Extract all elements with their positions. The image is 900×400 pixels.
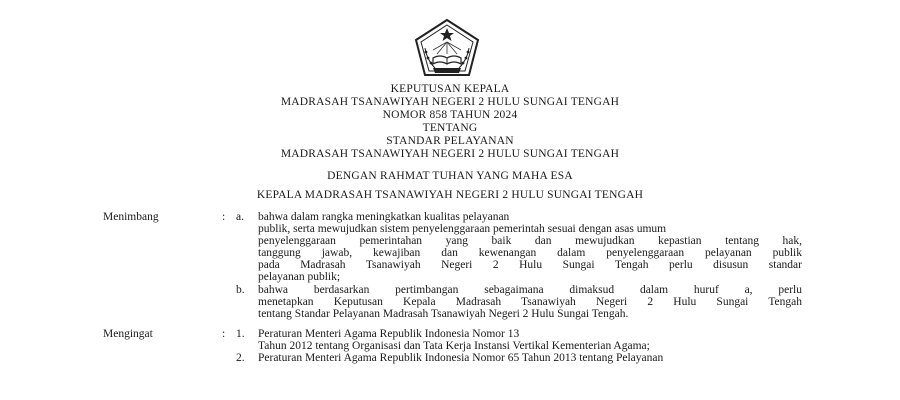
legal-basis-2-marker: 2.	[236, 352, 245, 364]
consideration-b-line-2: menetapkan Keputusan Kepala Madrasah Tsanawiyah Negeri 2 Hulu Sungai Tengah	[258, 296, 802, 308]
consideration-b-line-1: bahwa berdasarkan pertimbangan sebagaimana dimaksud dalam huruf a, perlu	[258, 284, 802, 296]
legal-basis-1-marker: 1.	[236, 328, 245, 340]
decree-number: NOMOR 858 TAHUN 2024	[382, 109, 518, 121]
decree-subject-institution: MADRASAH TSANAWIYAH NEGERI 2 HULU SUNGAI TENGAH	[280, 148, 620, 160]
consideration-a-line-3: penyelenggaraan pemerintahan yang baik dan mewujudkan kepastian tentang hak,	[258, 235, 802, 247]
consideration-b-line-3: tentang Standar Pelayanan Madrasah Tsanawiyah Negeri 2 Hulu Sungai Tengah.	[258, 308, 629, 320]
legal-basis-1-line-2: Tahun 2012 tentang Organisasi dan Tata Kerja Instansi Vertikal Kementerian Agama;	[258, 340, 650, 352]
decree-title: KEPUTUSAN KEPALA	[390, 83, 510, 95]
about-label: TENTANG	[422, 122, 478, 134]
consideration-b-marker: b.	[236, 284, 245, 296]
mengingat-colon: :	[222, 328, 226, 340]
mengingat-label: Mengingat	[103, 328, 153, 340]
menimbang-colon: :	[222, 211, 226, 223]
consideration-a-line-1: bahwa dalam rangka meningkatkan kualitas pelayanan	[258, 211, 510, 223]
consideration-a-line-6: pelayanan publik;	[258, 271, 341, 283]
decree-subject: STANDAR PELAYANAN	[386, 135, 514, 147]
kemenag-emblem-logo	[413, 18, 481, 78]
issuing-official: KEPALA MADRASAH TSANAWIYAH NEGERI 2 HULU SUNGAI TENGAH	[256, 189, 644, 201]
menimbang-label: Menimbang	[103, 211, 159, 223]
institution-name: MADRASAH TSANAWIYAH NEGERI 2 HULU SUNGAI TENGAH	[280, 96, 620, 108]
consideration-a-marker: a.	[236, 211, 244, 223]
legal-basis-2-line-1: Peraturan Menteri Agama Republik Indonesia Nomor 65 Tahun 2013 tentang Pelayanan	[258, 352, 664, 364]
consideration-a-line-5: pada Madrasah Tsanawiyah Negeri 2 Hulu Sungai Tengah perlu disusun standar	[258, 259, 802, 271]
consideration-a-line-2: publik, serta mewujudkan sistem penyelenggaraan pemerintah sesuai dengan asas umum	[258, 223, 667, 235]
consideration-a-line-4: tanggung jawab, kewajiban dan kewenangan dalam penyelenggaraan pelayanan publik	[258, 247, 802, 259]
legal-basis-1-line-1: Peraturan Menteri Agama Republik Indonesia Nomor 13	[258, 328, 520, 340]
invocation: DENGAN RAHMAT TUHAN YANG MAHA ESA	[327, 170, 573, 182]
